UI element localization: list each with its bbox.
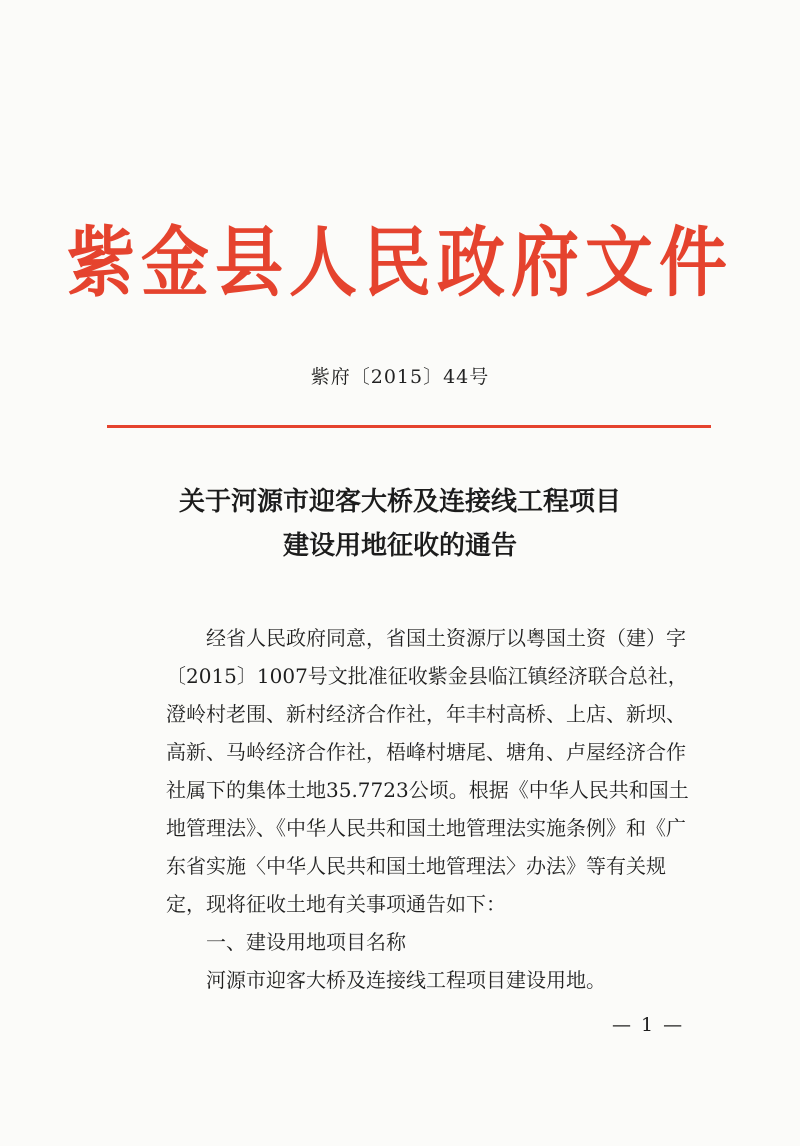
section-1-text: 河源市迎客大桥及连接线工程项目建设用地。 xyxy=(206,968,606,992)
notice-body xyxy=(166,619,696,999)
issuer-title: 紫金县人民政府文件 xyxy=(66,218,733,308)
page-number: — 1 — xyxy=(612,1014,685,1036)
section-1-heading: 一、建设用地项目名称 xyxy=(206,930,406,954)
red-separator-rule xyxy=(107,425,711,428)
notice-title-line-2: 建设用地征收的通告 xyxy=(282,531,517,561)
document-number: 紫府〔2015〕44号 xyxy=(310,366,490,388)
notice-title-line-1: 关于河源市迎客大桥及连接线工程项目 xyxy=(178,487,621,517)
notice-title xyxy=(0,480,800,568)
body-paragraph: 经省人民政府同意，省国土资源厅以粤国土资（建）字〔2015〕1007号文批准征收紫金县临江镇经济联合总社，澄岭村老围、新村经济合作社，年丰村高桥、上店、新坝、高新、马岭经济合作社，梧峰村塘尾、塘角、卢屋经济合作社属下的集体土地35.7723公顷。根据《中华人民共和国土地管理法》、《中华人民共和国土地管理法实施条例》和《广东省实施〈中华人民共和国土地管理法〉办法》等有关规定，现将征收土地有关事项通告如下： xyxy=(166,626,689,916)
